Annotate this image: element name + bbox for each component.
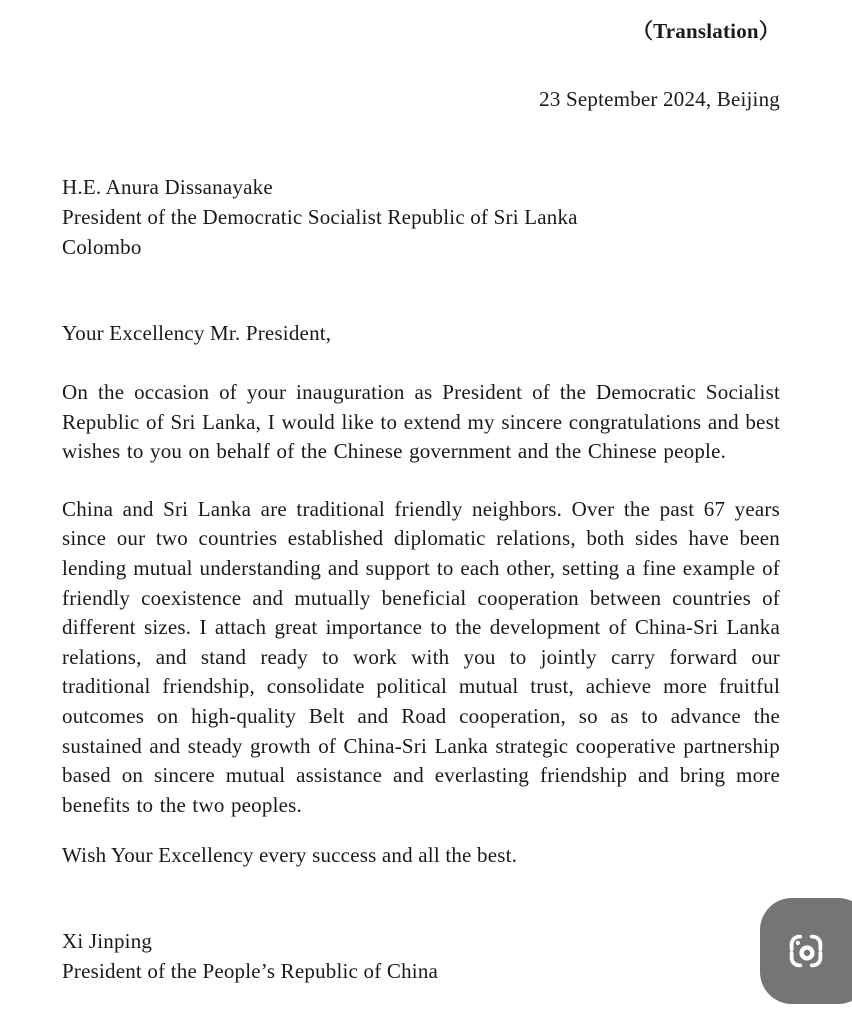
body-paragraph-1: On the occasion of your inauguration as President of the Democratic Socialist Republic of Sri Lanka, I would like to extend my sincere congratulations and best wishes to you on behalf of the Chinese government and the Chinese people. xyxy=(62,380,780,464)
recipient-name: H.E. Anura Dissanayake xyxy=(62,175,273,199)
lens-search-button[interactable] xyxy=(760,898,852,1004)
recipient-block xyxy=(62,172,780,262)
lens-camera-scan-icon xyxy=(783,928,829,974)
recipient-city: Colombo xyxy=(62,235,142,259)
salutation: Your Excellency Mr. President, xyxy=(62,321,332,345)
dateline: 23 September 2024, Beijing xyxy=(539,87,780,111)
signature-title: President of the People’s Republic of China xyxy=(62,959,439,984)
signature-block xyxy=(62,926,780,986)
recipient-title: President of the Democratic Socialist Republic of Sri Lanka xyxy=(62,205,578,229)
body-paragraph-2: China and Sri Lanka are traditional friendly neighbors. Over the past 67 years since our two countries established diplomatic relations, both sides have been lending mutual understanding and support to each other, setting a fine example of friendly coexistence and mutually beneficial cooperation between countries of different sizes. I attach great importance to the development of China-Sri Lanka relations, and stand ready to work with you to jointly carry forward our traditional friendship, consolidate political mutual trust, achieve more fruitful outcomes on high-quality Belt and Road cooperation, so as to advance the sustained and steady growth of China-Sri Lanka strategic cooperative partnership based on sincere mutual assistance and everlasting friendship and bring more benefits to the two peoples. xyxy=(62,496,780,817)
signature-name: Xi Jinping xyxy=(62,929,153,954)
translation-label: （Translation） xyxy=(631,19,780,43)
closing-line: Wish Your Excellency every success and all the best. xyxy=(62,843,518,868)
